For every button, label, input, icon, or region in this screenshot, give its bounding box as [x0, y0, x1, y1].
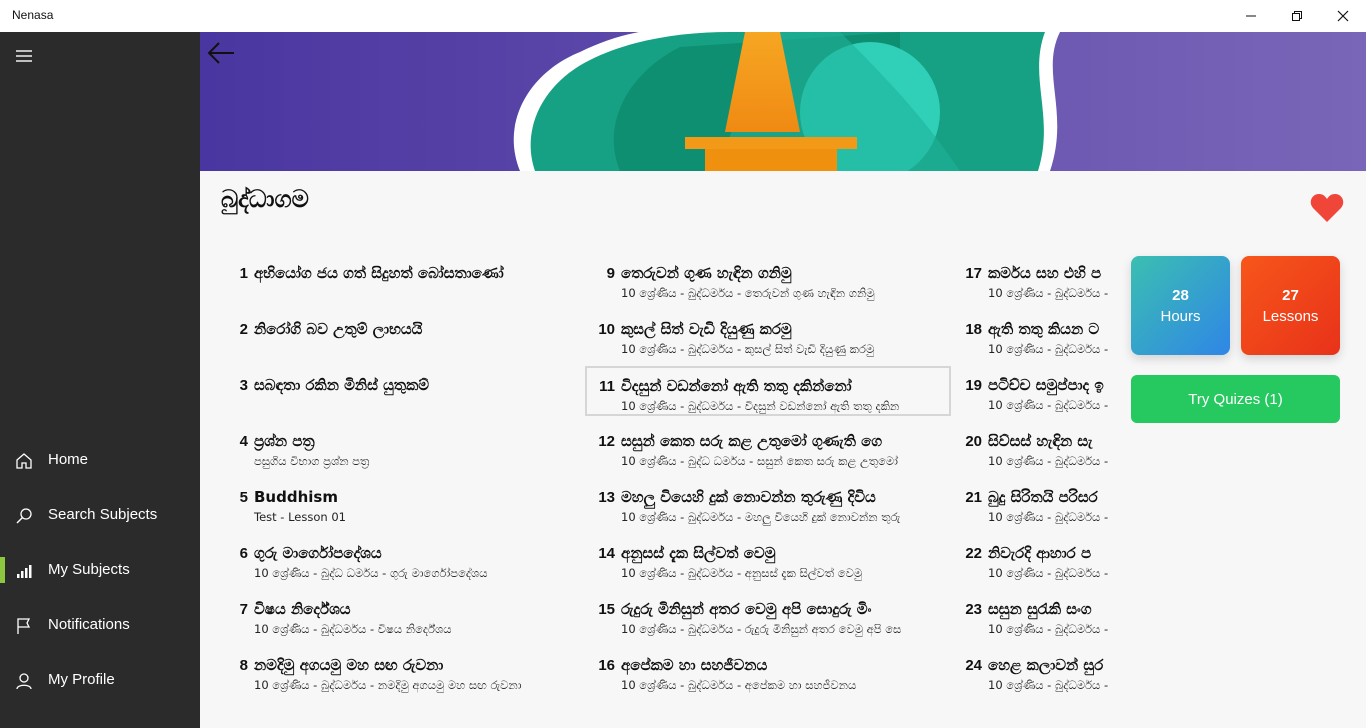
main-content: [200, 171, 1366, 728]
lesson-grid: [220, 255, 1128, 728]
lesson-number: 12: [598, 433, 615, 450]
flag-icon: [14, 616, 34, 636]
lesson-number: 10: [598, 321, 615, 338]
lesson-number: 1: [239, 265, 248, 282]
lesson-title: නිරෝගි බව උතුම් ලාභයයි: [254, 320, 423, 338]
close-icon: [1337, 10, 1349, 22]
lesson-subtitle: 10 ශ්‍රේණිය - බුද්ධර්මය -: [988, 454, 1109, 468]
back-button[interactable]: [204, 38, 238, 68]
lesson-title: විදසුන් වඩන්නෝ ඇති තතු දකින්නෝ: [621, 377, 852, 395]
lesson-item[interactable]: [585, 366, 951, 416]
lesson-subtitle: 10 ශ්‍රේණිය - බුද්ධර්මය - අපේකම හා සහජීවනය: [621, 678, 857, 692]
heart-icon: [1310, 193, 1344, 223]
hamburger-menu-button[interactable]: [14, 46, 34, 66]
lesson-title: කර්මය සහ එහි ප: [988, 264, 1102, 282]
lesson-subtitle: 10 ශ්‍රේණිය - බුද්ධර්මය - නමදිමු අගයමු මහ සඟ රුවනා: [254, 678, 522, 692]
lesson-subtitle: Test - Lesson 01: [254, 510, 346, 524]
lesson-number: 17: [965, 265, 982, 282]
lesson-title: පටිච්ච සමුප්පාද ඉ: [988, 376, 1104, 394]
lesson-number: 4: [239, 433, 248, 450]
lesson-item[interactable]: [220, 367, 586, 417]
nav-item-home[interactable]: [0, 437, 200, 485]
maximize-button[interactable]: [1274, 0, 1320, 32]
nav-item-search-subjects[interactable]: [0, 492, 200, 540]
lesson-title: හෙළ කලාවන් සුර: [988, 656, 1104, 674]
lesson-number: 23: [965, 601, 982, 618]
lesson-item[interactable]: [587, 647, 953, 697]
lesson-subtitle: 10 ශ්‍රේණිය - බුද්ධර්මය -: [988, 622, 1109, 636]
minimize-icon: [1245, 10, 1257, 22]
lesson-subtitle: 10 ශ්‍රේණිය - බුද්ධර්මය -: [988, 398, 1109, 412]
nav-label-notifications: Notifications: [48, 616, 130, 633]
lesson-number: 7: [239, 601, 248, 618]
lesson-title: නමදිමු අගයමු මහ සඟ රුවනා: [254, 656, 444, 674]
lesson-number: 9: [606, 265, 615, 282]
lesson-title: අභියෝග ජය ගත් සිදුහත් බෝසතාණෝ: [254, 264, 504, 282]
lesson-item[interactable]: [954, 311, 1128, 361]
lessons-value: 27: [1282, 287, 1299, 304]
nav-item-my-subjects[interactable]: [0, 547, 200, 595]
subject-banner-image: [200, 32, 1366, 171]
title-bar: [0, 0, 1366, 32]
lesson-title: ප්‍රශ්න පත්‍ර: [254, 432, 315, 450]
lesson-title: Buddhism: [254, 488, 338, 506]
minimize-button[interactable]: [1228, 0, 1274, 32]
lessons-label: Lessons: [1262, 308, 1319, 325]
lesson-title: අනුසස් දැක සිල්වත් වෙමු: [621, 544, 776, 562]
lesson-number: 3: [239, 377, 248, 394]
lesson-subtitle: 10 ශ්‍රේණිය - බුද්ධර්මය - මහලු වියෙහි දුක් නොවන්න තුරු: [621, 510, 901, 524]
lesson-title: අපේකම හා සහජීවනය: [621, 656, 768, 674]
lesson-item[interactable]: [587, 535, 953, 585]
nav-label-home: Home: [48, 451, 89, 468]
user-icon: [14, 671, 34, 691]
lesson-subtitle: 10 ශ්‍රේණිය - බුද්ධර්මය - රුදුරු මිනිසුන් අතර වෙමු අපි සෙ: [621, 622, 902, 636]
lesson-subtitle: 10 ශ්‍රේණිය - බුද්ධ ධර්මය - ගුරු මාර්ගෝපදේශය: [254, 566, 488, 580]
lesson-item[interactable]: [587, 423, 953, 473]
lesson-item[interactable]: [220, 311, 586, 361]
lesson-number: 14: [598, 545, 615, 562]
lesson-item[interactable]: [220, 479, 586, 529]
lesson-title: රුදුරු මිනිසුන් අතර වෙමු අපි සොදුරු මිං: [621, 600, 872, 618]
lesson-number: 16: [598, 657, 615, 674]
lesson-item[interactable]: [220, 255, 586, 305]
lesson-title: තෙරුවන් ගුණ හැඳින ගනිමු: [621, 264, 792, 282]
lesson-number: 13: [598, 489, 615, 506]
lesson-title: සිව්සස් හැඳින සැ: [988, 432, 1093, 450]
lesson-subtitle: 10 ශ්‍රේණිය - බුද්ධර්මය -: [988, 510, 1109, 524]
lesson-item[interactable]: [587, 591, 953, 641]
lessons-card: [1241, 256, 1340, 355]
lesson-title: සසුන් කෙත සරු කළ උතුමෝ ගුණැති ගෙ: [621, 432, 883, 450]
lesson-title: සසුන සුරැකි සංග: [988, 600, 1092, 618]
hamburger-icon: [14, 46, 34, 66]
nav-label-search-subjects: Search Subjects: [48, 506, 158, 523]
lesson-subtitle: පසුගිය විභාග ප්‍රශ්න පත්‍ර: [254, 454, 370, 468]
lesson-title: කුසල් සිත් වැඩි දියුණු කරමු: [621, 320, 792, 338]
lesson-number: 8: [239, 657, 248, 674]
lesson-number: 19: [965, 377, 982, 394]
lesson-subtitle: 10 ශ්‍රේණිය - බුද්ධර්මය - විෂය නිර්දේශය: [254, 622, 452, 636]
lesson-title: සබඳතා රකින මිනිස් යුතුකම්: [254, 376, 430, 394]
app-title: Nenasa: [12, 8, 54, 22]
nav-item-my-profile[interactable]: [0, 657, 200, 705]
lesson-number: 24: [965, 657, 982, 674]
lesson-number: 2: [239, 321, 248, 338]
lesson-number: 18: [965, 321, 982, 338]
lesson-item[interactable]: [220, 647, 586, 697]
lesson-subtitle: 10 ශ්‍රේණිය - බුද්ධර්මය -: [988, 678, 1109, 692]
lesson-title: ගුරු මාර්ගෝපදේශය: [254, 544, 382, 562]
lesson-number: 5: [239, 489, 248, 506]
lesson-item[interactable]: [954, 255, 1128, 305]
close-button[interactable]: [1320, 0, 1366, 32]
lesson-subtitle: 10 ශ්‍රේණිය - බුද්ධර්මය - තෙරුවන් ගුණ හැඳින ගනිමු: [621, 286, 875, 300]
home-icon: [14, 451, 34, 471]
lesson-title: බුදු සිරිතයි පරිසර: [988, 488, 1098, 506]
nav-label-my-profile: My Profile: [48, 671, 115, 688]
lesson-title: මහලු වියෙහි දුක් නොවන්න තුරුණු දිවිය: [621, 488, 876, 506]
bar-chart-icon: [14, 561, 34, 581]
favorite-button[interactable]: [1310, 193, 1346, 225]
lesson-number: 15: [598, 601, 615, 618]
nav-label-my-subjects: My Subjects: [48, 561, 130, 578]
restore-icon: [1291, 10, 1303, 22]
lesson-title: නිවැරදි ආහාර ප: [988, 544, 1092, 562]
lesson-subtitle: 10 ශ්‍රේණිය - බුද්ධ ධර්මය - සසුන් කෙත සරු කළ උතුමෝ: [621, 454, 898, 468]
lesson-number: 21: [965, 489, 982, 506]
lesson-subtitle: 10 ශ්‍රේණිය - බුද්ධර්මය -: [988, 286, 1109, 300]
hours-card: [1131, 256, 1230, 355]
lesson-item[interactable]: [954, 535, 1128, 585]
lesson-item[interactable]: [954, 367, 1128, 417]
lesson-number: 20: [965, 433, 982, 450]
lesson-item[interactable]: [220, 423, 586, 473]
lesson-number: 22: [965, 545, 982, 562]
sidebar: [0, 32, 200, 728]
lesson-item[interactable]: [954, 479, 1128, 529]
lesson-title: විෂය නිර්දේශය: [254, 600, 351, 618]
hours-label: Hours: [1160, 308, 1201, 325]
search-icon: [14, 506, 34, 526]
lesson-subtitle: 10 ශ්‍රේණිය - බුද්ධර්මය - අනුසස් දැක සිල්වත් වෙමු: [621, 566, 863, 580]
lesson-subtitle: 10 ශ්‍රේණිය - බුද්ධර්මය - විදසුන් වඩන්නෝ ඇති තතු දකින: [621, 399, 900, 413]
lesson-item[interactable]: [587, 311, 953, 361]
lesson-item[interactable]: [954, 647, 1128, 697]
lesson-title: ඇති තතු කියන ට: [988, 320, 1100, 338]
lesson-item[interactable]: [220, 535, 586, 585]
lesson-subtitle: 10 ශ්‍රේණිය - බුද්ධර්මය - කුසල් සිත් වැඩි දියුණු කරමු: [621, 342, 875, 356]
lesson-item[interactable]: [587, 255, 953, 305]
lesson-number: 11: [599, 378, 615, 395]
lesson-item[interactable]: [954, 423, 1128, 473]
lesson-number: 6: [239, 545, 248, 562]
try-quizes-button[interactable]: Try Quizes (1): [1131, 375, 1340, 423]
lesson-item[interactable]: [587, 479, 953, 529]
lesson-item[interactable]: [954, 591, 1128, 641]
lesson-item[interactable]: [220, 591, 586, 641]
lesson-subtitle: 10 ශ්‍රේණිය - බුද්ධර්මය -: [988, 342, 1109, 356]
subject-title: බුද්ධාගම: [221, 185, 309, 213]
nav-item-notifications[interactable]: [0, 602, 200, 650]
hours-value: 28: [1172, 287, 1189, 304]
lesson-subtitle: 10 ශ්‍රේණිය - බුද්ධර්මය -: [988, 566, 1109, 580]
back-arrow-icon: [204, 38, 238, 68]
